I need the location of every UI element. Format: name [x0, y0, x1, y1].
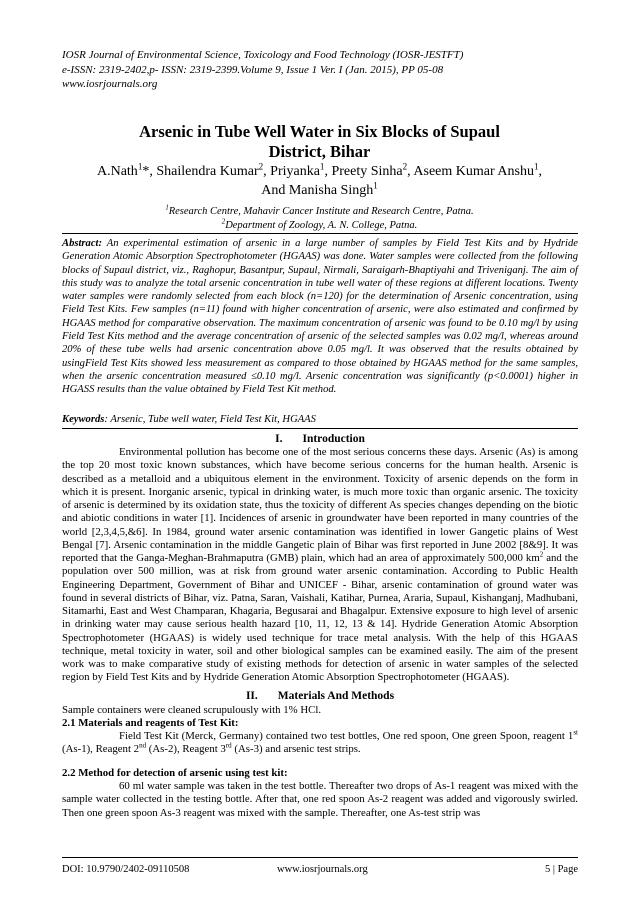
section-title: Introduction — [302, 433, 365, 445]
author-name: Shailendra Kumar — [156, 164, 259, 179]
body-text: Field Test Kit (Merck, Germany) contained two test bottles, One red spoon, One green Spoon, reagent 1 — [119, 730, 574, 742]
affiliation-text: Research Centre, Mahavir Cancer Institute and Research Centre, Patna. — [168, 206, 474, 217]
intro-text: Environmental pollution has become one of the most serious concerns these days. Arsenic (As) is among the top 20 most toxic known substances, which have become serious concerns for the human health. Arsenic is described as a metalloid and a ubiquitous element in the environment. Toxicity of arsenic depends on the form in which it is present. Inorganic arsenic, typical in drinking water, is much more toxic than organic arsenic. The toxicity of arsenic is determined by its oxidation state, thus the toxicity of different As species changes depending on the biotic and abiotic conditions in water [1]. Incidences of arsenic in groundwater have been reported in many countries of the world [2,3,4,5,&6]. In 1984, ground water arsenic contamination was identified in lower Gangetic plains of West Bengal [7]. Arsenic contamination in the middle Gangetic plain of Bihar was first reported in June 2002 [8&9]. It was reported that the Ganga-Meghan-Brahmaputra (GMB) plain, which had an area of approximately 500,000 km — [62, 446, 578, 564]
subsection-2-2-heading: 2.2 Method for detection of arsenic using test kit: — [62, 767, 288, 779]
author-name: A.Nath — [96, 164, 138, 179]
author-list — [62, 162, 577, 200]
section-number: I. — [275, 433, 283, 445]
footer-page-number: 5 | Page — [544, 864, 578, 875]
author-affil-mark: 1 — [533, 161, 539, 172]
subsection-2-1-paragraph — [62, 730, 578, 757]
superscript: nd — [139, 741, 147, 750]
subsection-2-1-heading: 2.1 Materials and reagents of Test Kit: — [62, 717, 239, 729]
intro-text: and the population over 500 million, was at risk from ground water arsenic contamination. According to Public Health Engineering Department, Government of Bihar and UNICEF - Bihar, arsenic contamination of ground water was found in several districts of Bihar, viz. Patna, Saran, Vaishali, Katihar, Purnea, Araria, Supaul, Kishanganj, Madhubani, Sitamarhi, East and West Champaran, Khagaria, Begusarai and Bhagalpur. Extensive exposure to high level of arsenic in drinking water may cause serious health hazard [10, 11, 12, 13 & 14]. Hydride Generation Atomic Absorption Spectrophotometer (HGAAS) is widely used technique for trace metal analysis. With the help of this HGAAS technique, metal toxicity in water, soil and other biological samples can be examined easily. The aim of the present work was to make comparative study of existing methods for detection of arsenic in water samples of the selected region by Field Test Kits and by Hydride Generation Atomic Absorption Spectrophotometer (HGAAS). — [62, 552, 578, 684]
footer-rule — [62, 857, 578, 858]
keywords-label: Keywords — [62, 414, 105, 425]
section-title: Materials And Methods — [277, 690, 395, 702]
author-affil-mark: 2 — [258, 161, 264, 172]
paper-title — [62, 122, 577, 162]
author-name: Aseem Kumar Anshu — [413, 164, 534, 179]
affil-mark: 2 — [221, 218, 226, 225]
author-affil-mark: 1 — [373, 180, 378, 191]
journal-name: IOSR Journal of Environmental Science, Toxicology and Food Technology (IOSR-JESTFT) — [62, 49, 464, 61]
title-line-2: District, Bihar — [268, 142, 371, 161]
title-line-1: Arsenic in Tube Well Water in Six Blocks of Supaul — [139, 122, 500, 141]
author-affil-mark: 1 — [319, 161, 325, 172]
author-affil-mark: 2 — [402, 161, 408, 172]
footer-site[interactable]: www.iosrjournals.org — [277, 864, 368, 875]
author-name: Preety Sinha — [331, 164, 403, 179]
superscript: rd — [225, 741, 232, 750]
journal-header — [62, 48, 582, 92]
keywords-text: : Arsenic, Tube well water, Field Test Kit, HGAAS — [104, 414, 316, 425]
intro-paragraph — [62, 446, 578, 685]
journal-issn: e-ISSN: 2319-2402,p- ISSN: 2319-2399.Volume 9, Issue 1 Ver. I (Jan. 2015), PP 05-08 — [62, 63, 444, 76]
abstract — [62, 237, 578, 397]
authors-line-2 — [62, 181, 577, 200]
authors-line-1 — [62, 162, 577, 181]
abstract-bottom-rule — [62, 428, 578, 429]
author-name: Priyanka — [270, 164, 320, 179]
author-separator: , — [407, 164, 414, 179]
author-separator: , — [538, 164, 542, 179]
methods-intro: Sample containers were cleaned scrupulously with 1% HCl. — [62, 704, 322, 716]
subsection-2-2-paragraph: 60 ml water sample was taken in the test bottle. Thereafter two drops of As-1 reagent was mixed with the sample water collected in the testing bottle. After that, one red spoon As-2 reagent was added and vigorously swirled. Then one green spoon As-3 reagent was mixed with the sample. Thereafter, one As-test strip was — [62, 780, 578, 819]
author-affil-mark: 1 — [137, 161, 143, 172]
abstract-top-rule — [62, 233, 578, 234]
superscript: 2 — [539, 550, 544, 559]
affil-mark: 1 — [165, 204, 169, 212]
body-text: (As-1), Reagent 2 — [62, 743, 140, 756]
body-text: (As-3) and arsenic test strips. — [231, 743, 361, 756]
section-2-heading — [62, 689, 578, 703]
section-1-heading — [62, 432, 578, 446]
section-number: II. — [245, 690, 258, 702]
footer-doi: DOI: 10.9790/2402-09110508 — [62, 864, 190, 875]
body-text: (As-2), Reagent 3 — [146, 743, 226, 756]
abstract-label: Abstract: — [62, 238, 103, 249]
affiliation-1 — [62, 205, 577, 219]
abstract-text: An experimental estimation of arsenic in a large number of samples by Field Test Kits and by Hydride Generation Atomic Absorption Spectrophotometer (HGAAS) was done. Water samples were collected from the following blocks of Supaul district, viz., Raghopur, Basantpur, Supaul, Nirmali, Saraigarh-Bhaptiyahi and Triveniganj. The aim of this study was to analyze the total arsenic concentration in tube well water of these regions at different locations. Twenty water samples were randomly selected from each block (n=120) for the determination of Arsenic concentration, using Field Test Kits. Few samples (n=11) found with higher concentration of arsenic, were also estimated and confirmed by HGAAS method for comparative observation. The maximum concentration of arsenic was found to be 0.10 mg/l by using Field Test Kits method and the average concentration of arsenic of the selected samples was 0.02 mg/l, whereas around 20% of these tube wells had arsenic concentration above 0.05 mg/l. It was observed that the results obtained by usingField Test Kits showed less measurement as compared to those obtained by HGAAS method for the same samples, when the arsenic concentration measured ≤0.10 mg/l. Arsenic concentration was significantly (p<0.0001) higher in HGASS results than the value obtained by Field Test Kit method. — [62, 238, 578, 396]
affiliation-2 — [62, 219, 577, 233]
author-separator: , — [263, 164, 271, 179]
superscript: st — [573, 728, 578, 737]
corresponding-mark: *, — [142, 164, 157, 179]
affiliation-text: Department of Zoology, A. N. College, Patna. — [225, 219, 418, 231]
keywords — [62, 413, 578, 426]
author-separator: , — [324, 164, 332, 179]
author-name: And Manisha Singh — [261, 183, 374, 198]
journal-url[interactable]: www.iosrjournals.org — [62, 78, 158, 90]
affiliations — [62, 205, 577, 232]
